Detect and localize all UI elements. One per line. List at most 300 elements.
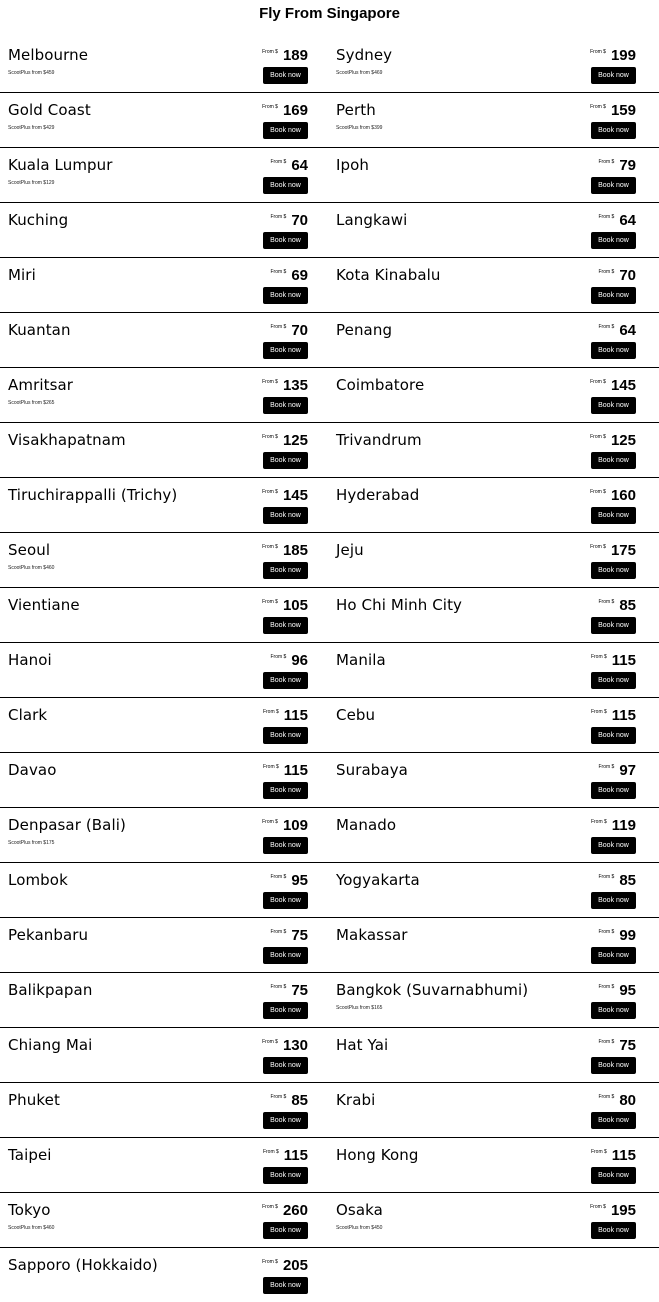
destination-card xyxy=(336,698,636,753)
destination-card xyxy=(8,93,308,148)
destination-name[interactable]: Melbourne xyxy=(8,46,89,64)
book-now-button[interactable]: Book now xyxy=(263,837,308,854)
destination-card xyxy=(336,478,636,533)
fare xyxy=(598,872,636,890)
destination-card xyxy=(8,313,308,368)
scootplus-price: ScootPlus from $460 xyxy=(8,565,55,571)
book-now-button[interactable]: Book now xyxy=(263,672,308,689)
destination-row xyxy=(0,313,659,368)
book-now-button[interactable]: Book now xyxy=(591,342,636,359)
destination-card xyxy=(336,1138,636,1193)
fare xyxy=(262,597,308,615)
destination-card xyxy=(336,918,636,973)
from-label: From $ xyxy=(270,929,287,935)
book-now-button[interactable]: Book now xyxy=(263,947,308,964)
book-now-button[interactable]: Book now xyxy=(591,947,636,964)
from-label: From $ xyxy=(590,379,606,385)
from-label: From $ xyxy=(270,984,287,990)
scootplus-price: ScootPlus from $460 xyxy=(8,1225,55,1231)
destination-card xyxy=(336,368,636,423)
book-now-button[interactable]: Book now xyxy=(591,452,636,469)
from-label: From $ xyxy=(262,379,278,385)
book-now-button[interactable]: Book now xyxy=(263,1002,308,1019)
from-label: From $ xyxy=(598,599,615,605)
destination-name[interactable]: Hong Kong xyxy=(336,1146,419,1164)
from-label: From $ xyxy=(598,929,615,935)
book-now-button[interactable]: Book now xyxy=(591,837,636,854)
from-label: From $ xyxy=(262,49,278,55)
destination-card xyxy=(8,808,308,863)
destination-card xyxy=(8,38,308,93)
destination-name[interactable]: Sapporo (Hokkaido) xyxy=(8,1256,158,1274)
destination-card xyxy=(336,588,636,643)
from-label: From $ xyxy=(262,709,279,715)
fare xyxy=(591,652,636,670)
destination-name[interactable]: Sydney xyxy=(336,46,393,64)
destination-card xyxy=(336,148,636,203)
fare-price: 95 xyxy=(291,872,308,889)
fare-price: 205 xyxy=(282,1257,308,1274)
destination-card xyxy=(8,478,308,533)
destination-card xyxy=(336,643,636,698)
destination-name[interactable]: Hat Yai xyxy=(336,1036,389,1054)
book-now-button[interactable]: Book now xyxy=(263,1057,308,1074)
fare xyxy=(262,1202,308,1220)
destination-name[interactable]: Langkawi xyxy=(336,211,408,229)
book-now-button[interactable]: Book now xyxy=(263,507,308,524)
scootplus-price: ScootPlus from $459 xyxy=(8,70,55,76)
fare-price: 79 xyxy=(619,157,636,174)
destination-name[interactable]: Balikpapan xyxy=(8,981,93,999)
destination-name[interactable]: Manado xyxy=(336,816,397,834)
destination-card xyxy=(8,643,308,698)
fare xyxy=(270,267,308,285)
fare-price: 95 xyxy=(619,982,636,999)
from-label: From $ xyxy=(262,819,278,825)
scootplus-price: ScootPlus from $429 xyxy=(8,125,55,131)
fare-price: 159 xyxy=(610,102,636,119)
destination-name[interactable]: Bangkok (Suvarnabhumi) xyxy=(336,981,529,999)
fare-price: 175 xyxy=(610,542,636,559)
destination-name[interactable]: Hanoi xyxy=(8,651,52,669)
destination-card xyxy=(336,258,636,313)
book-now-button[interactable]: Book now xyxy=(591,232,636,249)
destination-row xyxy=(0,478,659,533)
fare xyxy=(262,1257,308,1275)
from-label: From $ xyxy=(598,984,615,990)
destination-name[interactable]: Cebu xyxy=(336,706,376,724)
fare-price: 99 xyxy=(619,927,636,944)
fare-price: 145 xyxy=(282,487,308,504)
destination-name[interactable]: Taipei xyxy=(8,1146,52,1164)
destination-name[interactable]: Kota Kinabalu xyxy=(336,266,441,284)
fare xyxy=(262,487,308,505)
fare xyxy=(598,1092,636,1110)
book-now-button[interactable]: Book now xyxy=(263,67,308,84)
destination-card xyxy=(8,1028,308,1083)
destination-name[interactable]: Coimbatore xyxy=(336,376,425,394)
destination-card xyxy=(8,203,308,258)
fare xyxy=(262,542,308,560)
book-now-button[interactable]: Book now xyxy=(263,232,308,249)
fare-price: 185 xyxy=(282,542,308,559)
from-label: From $ xyxy=(598,269,615,275)
from-label: From $ xyxy=(262,1149,279,1155)
fare-price: 169 xyxy=(282,102,308,119)
fare-price: 80 xyxy=(619,1092,636,1109)
fare-price: 64 xyxy=(619,212,636,229)
destination-card xyxy=(8,1138,308,1193)
scootplus-price: ScootPlus from $175 xyxy=(8,840,55,846)
from-label: From $ xyxy=(598,324,615,330)
fare-price: 64 xyxy=(619,322,636,339)
destination-name[interactable]: Gold Coast xyxy=(8,101,91,119)
from-label: From $ xyxy=(262,489,278,495)
destination-name[interactable]: Penang xyxy=(336,321,393,339)
from-label: From $ xyxy=(590,104,606,110)
destination-card xyxy=(336,1083,636,1138)
destination-name[interactable]: Kuala Lumpur xyxy=(8,156,113,174)
destination-card xyxy=(8,698,308,753)
destination-row xyxy=(0,1028,659,1083)
fare xyxy=(598,927,636,945)
book-now-button[interactable]: Book now xyxy=(591,1002,636,1019)
book-now-button[interactable]: Book now xyxy=(263,1167,308,1184)
destination-name[interactable]: Tiruchirappalli (Trichy) xyxy=(8,486,178,504)
destination-name[interactable]: Makassar xyxy=(336,926,408,944)
destination-name[interactable]: Clark xyxy=(8,706,48,724)
destination-row xyxy=(0,203,659,258)
fare xyxy=(590,542,636,560)
fare-price: 125 xyxy=(610,432,636,449)
destination-card xyxy=(336,203,636,258)
destination-card xyxy=(336,973,636,1028)
destination-card xyxy=(8,973,308,1028)
fare xyxy=(270,322,308,340)
book-now-button[interactable]: Book now xyxy=(263,452,308,469)
fare-price: 160 xyxy=(610,487,636,504)
destination-name[interactable]: Chiang Mai xyxy=(8,1036,93,1054)
book-now-button[interactable]: Book now xyxy=(263,782,308,799)
destination-name[interactable]: Kuantan xyxy=(8,321,71,339)
fare xyxy=(590,377,636,395)
destination-row xyxy=(0,423,659,478)
fare-price: 115 xyxy=(611,707,636,724)
book-now-button[interactable]: Book now xyxy=(591,672,636,689)
from-label: From $ xyxy=(590,1204,606,1210)
scootplus-price: ScootPlus from $399 xyxy=(336,125,383,131)
destination-name[interactable]: Vientiane xyxy=(8,596,80,614)
from-label: From $ xyxy=(590,49,606,55)
fare xyxy=(598,1037,636,1055)
from-label: From $ xyxy=(270,159,287,165)
fare-price: 125 xyxy=(282,432,308,449)
fare-price: 145 xyxy=(610,377,636,394)
fare xyxy=(263,707,308,725)
scootplus-price: ScootPlus from $265 xyxy=(8,400,55,406)
fare-price: 70 xyxy=(291,212,308,229)
from-label: From $ xyxy=(598,1094,615,1100)
from-label: From $ xyxy=(270,269,287,275)
from-label: From $ xyxy=(262,1039,278,1045)
fare-price: 75 xyxy=(291,927,308,944)
book-now-button[interactable]: Book now xyxy=(263,562,308,579)
destination-card xyxy=(8,258,308,313)
destination-grid xyxy=(0,38,659,1302)
fare-price: 75 xyxy=(619,1037,636,1054)
destination-name[interactable]: Phuket xyxy=(8,1091,60,1109)
from-label: From $ xyxy=(262,599,278,605)
destination-name[interactable]: Denpasar (Bali) xyxy=(8,816,126,834)
book-now-button[interactable]: Book now xyxy=(591,1222,636,1239)
fare xyxy=(598,157,636,175)
destination-name[interactable]: Perth xyxy=(336,101,376,119)
destination-name[interactable]: Hyderabad xyxy=(336,486,420,504)
destination-card xyxy=(8,423,308,478)
destination-row xyxy=(0,148,659,203)
from-label: From $ xyxy=(270,324,287,330)
destination-card xyxy=(336,533,636,588)
book-now-button[interactable]: Book now xyxy=(263,287,308,304)
destination-card xyxy=(336,93,636,148)
fare xyxy=(590,432,636,450)
from-label: From $ xyxy=(262,1204,278,1210)
destination-name[interactable]: Yogyakarta xyxy=(336,871,420,889)
from-label: From $ xyxy=(590,544,606,550)
fare xyxy=(262,817,308,835)
destination-card xyxy=(8,148,308,203)
from-label: From $ xyxy=(270,214,287,220)
destination-card xyxy=(336,808,636,863)
destination-row xyxy=(0,643,659,698)
book-now-button[interactable]: Book now xyxy=(263,1277,308,1294)
fare xyxy=(598,597,636,615)
fare xyxy=(270,212,308,230)
from-label: From $ xyxy=(270,1094,287,1100)
destination-card xyxy=(336,863,636,918)
scootplus-price: ScootPlus from $165 xyxy=(336,1005,383,1011)
fare-price: 135 xyxy=(282,377,308,394)
book-now-button[interactable]: Book now xyxy=(263,1112,308,1129)
destination-row xyxy=(0,1138,659,1193)
destination-card xyxy=(8,863,308,918)
fare-price: 119 xyxy=(611,817,636,834)
destination-card xyxy=(8,533,308,588)
destination-name[interactable]: Ho Chi Minh City xyxy=(336,596,463,614)
destination-name[interactable]: Amritsar xyxy=(8,376,74,394)
destination-row xyxy=(0,808,659,863)
fare xyxy=(263,1147,308,1165)
fare-price: 115 xyxy=(283,707,308,724)
fare-price: 97 xyxy=(619,762,636,779)
destination-row xyxy=(0,1083,659,1138)
destination-name[interactable]: Seoul xyxy=(8,541,51,559)
fare xyxy=(591,817,636,835)
fare-price: 75 xyxy=(291,982,308,999)
book-now-button[interactable]: Book now xyxy=(591,617,636,634)
book-now-button[interactable]: Book now xyxy=(591,1167,636,1184)
from-label: From $ xyxy=(262,434,278,440)
fare xyxy=(598,212,636,230)
destination-name[interactable]: Tokyo xyxy=(8,1201,51,1219)
fare xyxy=(270,872,308,890)
book-now-button[interactable]: Book now xyxy=(591,1112,636,1129)
fare xyxy=(598,267,636,285)
book-now-button[interactable]: Book now xyxy=(591,397,636,414)
book-now-button[interactable]: Book now xyxy=(263,1222,308,1239)
fare-price: 199 xyxy=(610,47,636,64)
from-label: From $ xyxy=(262,1259,278,1265)
destination-row xyxy=(0,973,659,1028)
fare xyxy=(590,47,636,65)
from-label: From $ xyxy=(590,489,606,495)
destination-name[interactable]: Miri xyxy=(8,266,36,284)
book-now-button[interactable]: Book now xyxy=(263,342,308,359)
destination-name[interactable]: Ipoh xyxy=(336,156,370,174)
fare-price: 115 xyxy=(611,1147,636,1164)
fare xyxy=(591,707,636,725)
fare xyxy=(262,432,308,450)
scootplus-price: ScootPlus from $469 xyxy=(336,70,383,76)
from-label: From $ xyxy=(590,819,607,825)
from-label: From $ xyxy=(262,764,279,770)
destination-row xyxy=(0,698,659,753)
fare-price: 109 xyxy=(282,817,308,834)
fare xyxy=(598,322,636,340)
from-label: From $ xyxy=(270,654,287,660)
book-now-button[interactable]: Book now xyxy=(591,122,636,139)
fare-price: 70 xyxy=(619,267,636,284)
fare-price: 85 xyxy=(291,1092,308,1109)
destination-card xyxy=(336,313,636,368)
fare xyxy=(270,982,308,1000)
destination-card xyxy=(8,1193,308,1248)
fare xyxy=(263,762,308,780)
destination-card xyxy=(336,38,636,93)
from-label: From $ xyxy=(598,214,615,220)
fare-price: 96 xyxy=(291,652,308,669)
destination-name[interactable]: Osaka xyxy=(336,1201,383,1219)
fare xyxy=(270,652,308,670)
book-now-button[interactable]: Book now xyxy=(263,122,308,139)
fare-price: 69 xyxy=(291,267,308,284)
fare xyxy=(590,1202,636,1220)
destination-card xyxy=(8,588,308,643)
destination-name[interactable]: Surabaya xyxy=(336,761,408,779)
fare xyxy=(270,157,308,175)
fare-price: 115 xyxy=(283,762,308,779)
destination-row xyxy=(0,1193,659,1248)
book-now-button[interactable]: Book now xyxy=(591,287,636,304)
fare xyxy=(262,47,308,65)
fare-price: 70 xyxy=(291,322,308,339)
destination-card xyxy=(8,1248,308,1302)
destination-card xyxy=(336,1028,636,1083)
book-now-button[interactable]: Book now xyxy=(591,177,636,194)
book-now-button[interactable]: Book now xyxy=(591,892,636,909)
fare xyxy=(262,102,308,120)
fare-price: 260 xyxy=(282,1202,308,1219)
from-label: From $ xyxy=(590,434,606,440)
book-now-button[interactable]: Book now xyxy=(263,397,308,414)
destination-name[interactable]: Visakhapatnam xyxy=(8,431,126,449)
fare xyxy=(590,487,636,505)
destination-name[interactable]: Lombok xyxy=(8,871,68,889)
destination-name[interactable]: Davao xyxy=(8,761,57,779)
destination-card xyxy=(8,368,308,423)
destination-name[interactable]: Krabi xyxy=(336,1091,376,1109)
fare-price: 85 xyxy=(619,597,636,614)
book-now-button[interactable]: Book now xyxy=(263,617,308,634)
from-label: From $ xyxy=(598,764,615,770)
from-label: From $ xyxy=(262,104,278,110)
fare-price: 130 xyxy=(282,1037,308,1054)
destination-name[interactable]: Pekanbaru xyxy=(8,926,89,944)
destination-row xyxy=(0,368,659,423)
destination-card xyxy=(8,1083,308,1138)
destination-row xyxy=(0,753,659,808)
destination-row xyxy=(0,38,659,93)
from-label: From $ xyxy=(598,1039,615,1045)
book-now-button[interactable]: Book now xyxy=(591,562,636,579)
destination-card xyxy=(336,423,636,478)
destination-card xyxy=(336,1193,636,1248)
fare xyxy=(262,377,308,395)
fare xyxy=(262,1037,308,1055)
destination-row xyxy=(0,588,659,643)
book-now-button[interactable]: Book now xyxy=(591,507,636,524)
fare-price: 189 xyxy=(282,47,308,64)
from-label: From $ xyxy=(590,1149,607,1155)
fare xyxy=(590,102,636,120)
scootplus-price: ScootPlus from $129 xyxy=(8,180,55,186)
from-label: From $ xyxy=(270,874,287,880)
destination-name[interactable]: Trivandrum xyxy=(336,431,422,449)
book-now-button[interactable]: Book now xyxy=(263,727,308,744)
book-now-button[interactable]: Book now xyxy=(591,727,636,744)
destination-name[interactable]: Manila xyxy=(336,651,386,669)
fare-price: 64 xyxy=(291,157,308,174)
fare xyxy=(591,1147,636,1165)
fare xyxy=(598,982,636,1000)
book-now-button[interactable]: Book now xyxy=(263,177,308,194)
destination-row xyxy=(0,918,659,973)
scootplus-price: ScootPlus from $450 xyxy=(336,1225,383,1231)
destination-name[interactable]: Kuching xyxy=(8,211,69,229)
fare xyxy=(598,762,636,780)
destination-card xyxy=(336,753,636,808)
page-title: Fly From Singapore xyxy=(259,5,400,22)
fare-price: 105 xyxy=(282,597,308,614)
book-now-button[interactable]: Book now xyxy=(591,782,636,799)
from-label: From $ xyxy=(262,544,278,550)
fare-price: 195 xyxy=(610,1202,636,1219)
book-now-button[interactable]: Book now xyxy=(591,1057,636,1074)
destination-card xyxy=(8,753,308,808)
from-label: From $ xyxy=(590,709,607,715)
destination-row xyxy=(0,1248,659,1302)
destination-row xyxy=(0,533,659,588)
book-now-button[interactable]: Book now xyxy=(263,892,308,909)
fare-price: 115 xyxy=(611,652,636,669)
destination-row xyxy=(0,258,659,313)
destination-row xyxy=(0,93,659,148)
destination-name[interactable]: Jeju xyxy=(336,541,364,559)
fare xyxy=(270,927,308,945)
from-label: From $ xyxy=(590,654,607,660)
book-now-button[interactable]: Book now xyxy=(591,67,636,84)
fare xyxy=(270,1092,308,1110)
